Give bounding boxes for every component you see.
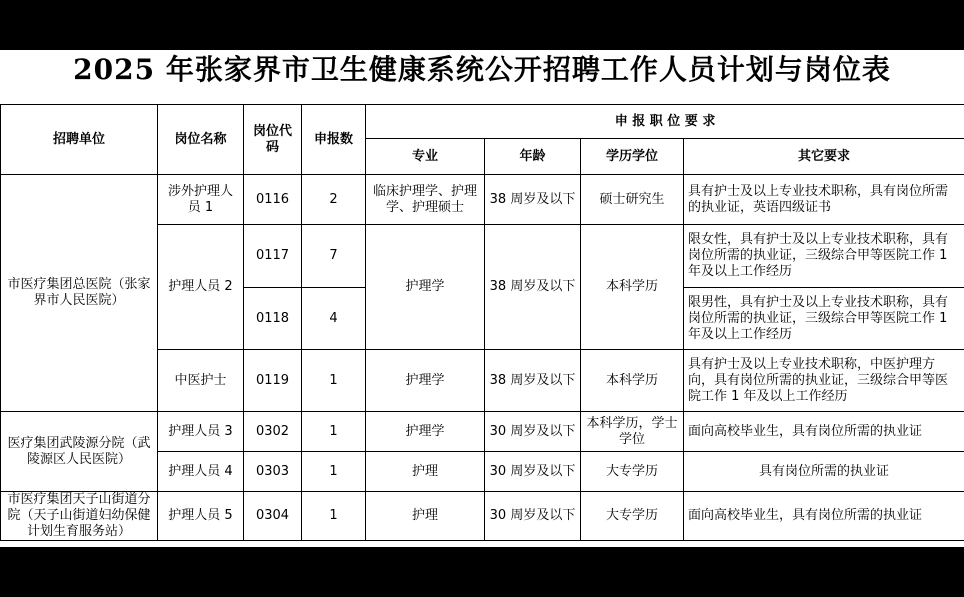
header-requirements-group: 申 报 职 位 要 求: [366, 105, 964, 139]
other-cell: 限男性，具有护士及以上专业技术职称，具有岗位所需的执业证，三级综合甲等医院工作 1 年及以上工作经历: [684, 288, 964, 350]
major-cell: 护理学: [366, 412, 485, 452]
count-cell: 1: [302, 452, 366, 492]
table-row: [1, 175, 964, 225]
count-cell: 1: [302, 492, 366, 541]
position-cell: 护理人员 4: [158, 452, 244, 492]
header-code: 岗位代码: [244, 105, 302, 175]
other-cell: 具有护士及以上专业技术职称，具有岗位所需的执业证，英语四级证书: [684, 175, 964, 225]
other-cell: 面向高校毕业生，具有岗位所需的执业证: [684, 492, 964, 541]
education-cell: 大专学历: [581, 492, 684, 541]
unit-cell: 市医疗集团总医院（张家界市人民医院）: [1, 175, 158, 412]
count-cell: 2: [302, 175, 366, 225]
table-header-row: [1, 105, 964, 139]
major-cell: 护理学: [366, 350, 485, 412]
recruitment-table: [0, 104, 964, 541]
position-cell: 护理人员 3: [158, 412, 244, 452]
document-page: [0, 50, 964, 547]
code-cell: 0116: [244, 175, 302, 225]
header-position: 岗位名称: [158, 105, 244, 175]
education-cell: 本科学历: [581, 225, 684, 350]
other-cell: 限女性，具有护士及以上专业技术职称，具有岗位所需的执业证，三级综合甲等医院工作 1 年及以上工作经历: [684, 225, 964, 288]
header-other: 其它要求: [684, 139, 964, 175]
education-cell: 大专学历: [581, 452, 684, 492]
education-cell: 本科学历: [581, 350, 684, 412]
unit-cell: 医疗集团武陵源分院（武陵源区人民医院）: [1, 412, 158, 492]
table-row: [1, 412, 964, 452]
education-cell: 本科学历，学士学位: [581, 412, 684, 452]
major-cell: 临床护理学、护理学、护理硕士: [366, 175, 485, 225]
position-cell: 护理人员 5: [158, 492, 244, 541]
position-cell: 涉外护理人员 1: [158, 175, 244, 225]
major-cell: 护理: [366, 452, 485, 492]
header-age: 年龄: [485, 139, 581, 175]
count-cell: 4: [302, 288, 366, 350]
code-cell: 0304: [244, 492, 302, 541]
position-cell: 中医护士: [158, 350, 244, 412]
major-cell: 护理: [366, 492, 485, 541]
age-cell: 38 周岁及以下: [485, 175, 581, 225]
count-cell: 7: [302, 225, 366, 288]
header-education: 学历学位: [581, 139, 684, 175]
age-cell: 38 周岁及以下: [485, 350, 581, 412]
count-cell: 1: [302, 412, 366, 452]
education-cell: 硕士研究生: [581, 175, 684, 225]
other-cell: 具有护士及以上专业技术职称，中医护理方向，具有岗位所需的执业证，三级综合甲等医院工作 1 年及以上工作经历: [684, 350, 964, 412]
age-cell: 30 周岁及以下: [485, 412, 581, 452]
code-cell: 0303: [244, 452, 302, 492]
age-cell: 30 周岁及以下: [485, 452, 581, 492]
header-unit: 招聘单位: [1, 105, 158, 175]
page-title: 2025 年张家界市卫生健康系统公开招聘工作人员计划与岗位表: [73, 53, 891, 86]
header-major: 专业: [366, 139, 485, 175]
code-cell: 0118: [244, 288, 302, 350]
major-cell: 护理学: [366, 225, 485, 350]
unit-cell: 市医疗集团天子山街道分院（天子山街道妇幼保健计划生育服务站）: [1, 492, 158, 541]
code-cell: 0117: [244, 225, 302, 288]
other-cell: 具有岗位所需的执业证: [684, 452, 964, 492]
other-cell: 面向高校毕业生，具有岗位所需的执业证: [684, 412, 964, 452]
count-cell: 1: [302, 350, 366, 412]
table-row: [1, 492, 964, 541]
position-cell: 护理人员 2: [158, 225, 244, 350]
header-count: 申报数: [302, 105, 366, 175]
code-cell: 0302: [244, 412, 302, 452]
age-cell: 30 周岁及以下: [485, 492, 581, 541]
code-cell: 0119: [244, 350, 302, 412]
age-cell: 38 周岁及以下: [485, 225, 581, 350]
